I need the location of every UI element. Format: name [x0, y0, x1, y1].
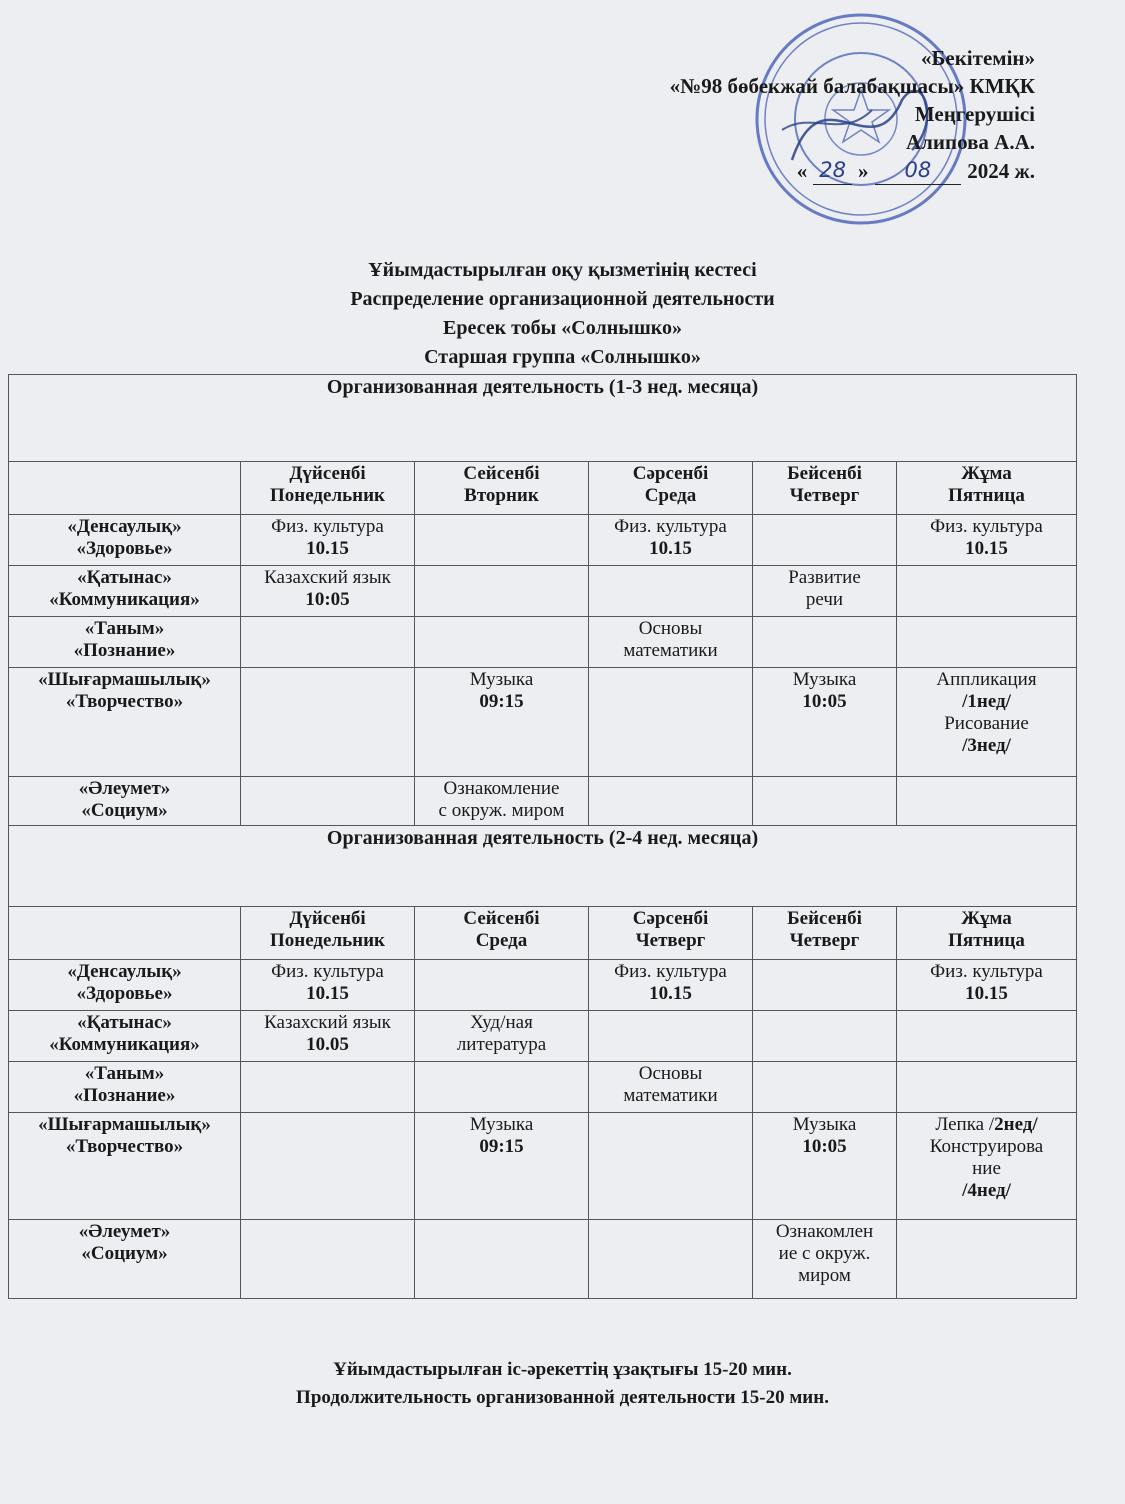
activity-cell [589, 1062, 753, 1113]
activity-name: Основы [638, 1063, 703, 1084]
activity-cell [415, 668, 589, 777]
activity-cell [753, 668, 897, 777]
activity-cell [753, 777, 897, 826]
approval-heading: «Бекітемін» [920, 46, 1035, 70]
activity-name: Физ. культура [614, 961, 727, 982]
day-name-ru: Понедельник [269, 930, 385, 951]
approval-date-day: 28 [813, 156, 852, 185]
activity-cell [241, 617, 415, 668]
activity-cell [753, 617, 897, 668]
activity-cell [589, 777, 753, 826]
day-header-cell [753, 462, 897, 515]
activity-week: 2нед/ [994, 1114, 1038, 1135]
area-cell [9, 1113, 241, 1220]
activity-name-cont: миром [798, 1265, 851, 1286]
day-name-ru: Пятница [948, 930, 1025, 951]
day-header-row [9, 462, 1077, 515]
activity-cell [415, 515, 589, 566]
area-name-kz: «Таным» [84, 1063, 165, 1084]
table-row [9, 1220, 1077, 1299]
activity-name: Худ/ная [470, 1012, 533, 1033]
activity-cell [241, 960, 415, 1011]
activity-name: Физ. культура [271, 961, 384, 982]
activity-name-cont: ие с окруж. [778, 1243, 871, 1264]
activity-cell [897, 960, 1077, 1011]
activity-cell [589, 515, 753, 566]
area-name-kz: «Қатынас» [77, 567, 172, 588]
table-row [9, 777, 1077, 826]
approval-position: Меңгерушісі [914, 102, 1035, 126]
area-cell [9, 1220, 241, 1299]
activity-name: Музыка [792, 1114, 857, 1135]
activity-cell [753, 960, 897, 1011]
section-title-row [9, 826, 1077, 907]
table-row [9, 566, 1077, 617]
activity-cell [753, 566, 897, 617]
day-header-cell [589, 462, 753, 515]
area-cell [9, 566, 241, 617]
table-row [9, 515, 1077, 566]
activity-cell [241, 1011, 415, 1062]
activity-time: 10:05 [802, 1136, 847, 1157]
activity-time: 10.15 [306, 983, 349, 1004]
activity-cell [589, 668, 753, 777]
activity-cell [753, 1113, 897, 1220]
approval-organization: «№98 бөбекжай балабақшасы» КМҚК [669, 74, 1035, 98]
document-titles [0, 256, 1125, 372]
day-name-kz: Бейсенбі [787, 463, 862, 484]
activity-cell [897, 566, 1077, 617]
day-name-ru: Четверг [635, 930, 706, 951]
activity-cell [897, 668, 1077, 777]
activity-time: 10:05 [305, 589, 350, 610]
activity-cell [589, 1220, 753, 1299]
activity-time: 09:15 [479, 1136, 524, 1157]
activity-week: /4нед/ [962, 1180, 1011, 1201]
area-cell [9, 515, 241, 566]
activity-name-cont: ние [972, 1158, 1001, 1179]
activity-cell [897, 777, 1077, 826]
day-header-cell [897, 462, 1077, 515]
area-cell [9, 777, 241, 826]
activity-time: 10.15 [306, 538, 349, 559]
day-name-kz: Жұма [961, 908, 1012, 929]
activity-time: 10.15 [649, 983, 692, 1004]
activity-cell [589, 1113, 753, 1220]
day-header-cell [241, 462, 415, 515]
day-name-kz: Сәрсенбі [632, 908, 709, 929]
activity-name: Казахский язык [264, 1012, 391, 1033]
activity-cell [241, 1113, 415, 1220]
day-name-ru: Среда [475, 930, 528, 951]
activity-time: 09:15 [479, 691, 524, 712]
activity-cell [589, 566, 753, 617]
activity-name-cont: с окруж. миром [438, 800, 565, 821]
area-cell [9, 1062, 241, 1113]
day-header-cell [241, 907, 415, 960]
footer-duration-kz: Ұйымдастырылған іс-әрекеттің ұзақтығы 15-20 мин. [333, 1359, 792, 1380]
approval-block [670, 44, 1035, 185]
activity-name-cont: литература [456, 1034, 547, 1055]
area-name-kz: «Денсаулық» [67, 516, 182, 537]
area-name-kz: «Шығармашылық» [38, 1114, 211, 1135]
activity-name: Аппликация [936, 669, 1037, 690]
area-name-kz: «Қатынас» [77, 1012, 172, 1033]
activity-time: 10:05 [802, 691, 847, 712]
footer-note [0, 1356, 1125, 1412]
activity-week: /3нед/ [962, 735, 1011, 756]
day-header-cell [589, 907, 753, 960]
activity-time: 10.15 [965, 538, 1008, 559]
group-ru: Старшая группа «Солнышко» [424, 346, 701, 368]
area-name-ru: «Здоровье» [76, 538, 173, 559]
activity-name: Лепка / [935, 1114, 995, 1135]
activity-cell [897, 1011, 1077, 1062]
day-name-ru: Понедельник [269, 485, 385, 506]
day-header-cell [415, 462, 589, 515]
table-row [9, 668, 1077, 777]
activity-cell [415, 1011, 589, 1062]
area-name-ru: «Здоровье» [76, 983, 173, 1004]
activity-cell [753, 1220, 897, 1299]
day-name-kz: Дүйсенбі [289, 908, 366, 929]
day-name-ru: Четверг [789, 930, 860, 951]
day-name-kz: Бейсенбі [787, 908, 862, 929]
activity-cell [897, 515, 1077, 566]
activity-time: 10.15 [965, 983, 1008, 1004]
area-cell [9, 617, 241, 668]
empty-corner-cell [9, 907, 241, 960]
activity-cell [241, 515, 415, 566]
activity-name: Физ. культура [614, 516, 727, 537]
table-row [9, 617, 1077, 668]
activity-cell [241, 668, 415, 777]
schedule-table [8, 374, 1077, 1299]
activity-cell [415, 617, 589, 668]
day-name-ru: Среда [644, 485, 697, 506]
table-row [9, 1011, 1077, 1062]
section-title: Организованная деятельность (2-4 нед. месяца) [9, 826, 1077, 907]
activity-cell [415, 566, 589, 617]
section-title-row [9, 375, 1077, 462]
area-name-ru: «Познание» [73, 1085, 176, 1106]
activity-name-cont: математики [623, 640, 718, 661]
title-ru: Распределение организационной деятельности [350, 288, 775, 310]
activity-name: Основы [638, 618, 703, 639]
activity-cell [897, 1062, 1077, 1113]
empty-corner-cell [9, 462, 241, 515]
area-cell [9, 668, 241, 777]
activity-name: Развитие [788, 567, 861, 588]
section-title: Организованная деятельность (1-3 нед. месяца) [9, 375, 1077, 462]
activity-time: 10.15 [649, 538, 692, 559]
approval-date-year: 2024 ж. [967, 159, 1035, 183]
activity-name: Музыка [469, 669, 534, 690]
activity-cell [589, 1011, 753, 1062]
activity-cell [753, 515, 897, 566]
area-name-ru: «Познание» [73, 640, 176, 661]
title-kz: Ұйымдастырылған оқу қызметінің кестесі [368, 259, 757, 281]
approval-name: Алипова А.А. [905, 130, 1035, 154]
area-name-ru: «Коммуникация» [49, 589, 200, 610]
day-name-ru: Пятница [948, 485, 1025, 506]
area-name-kz: «Денсаулық» [67, 961, 182, 982]
approval-date: « 28 » 08 2024 ж. [796, 158, 1035, 183]
activity-name: Ознакомлен [775, 1221, 874, 1242]
day-name-kz: Жұма [961, 463, 1012, 484]
activity-cell [415, 1062, 589, 1113]
activity-cell [241, 777, 415, 826]
area-cell [9, 960, 241, 1011]
area-name-ru: «Творчество» [65, 691, 184, 712]
activity-cell [589, 617, 753, 668]
activity-time: 10.05 [306, 1034, 349, 1055]
activity-cell [897, 1113, 1077, 1220]
area-name-kz: «Әлеумет» [78, 778, 171, 799]
activity-name: Физ. культура [930, 516, 1043, 537]
approval-date-month: 08 [875, 156, 962, 185]
activity-name-cont: математики [623, 1085, 718, 1106]
activity-cell [753, 1062, 897, 1113]
area-name-kz: «Шығармашылық» [38, 669, 211, 690]
day-name-kz: Сейсенбі [463, 463, 540, 484]
activity-name: Конструирова [929, 1136, 1044, 1157]
activity-name: Физ. культура [930, 961, 1043, 982]
area-name-kz: «Әлеумет» [78, 1221, 171, 1242]
activity-cell [589, 960, 753, 1011]
activity-cell [415, 1113, 589, 1220]
day-header-row [9, 907, 1077, 960]
day-name-kz: Сәрсенбі [632, 463, 709, 484]
activity-cell [415, 960, 589, 1011]
day-name-kz: Дүйсенбі [289, 463, 366, 484]
area-name-ru: «Творчество» [65, 1136, 184, 1157]
activity-name: Физ. культура [271, 516, 384, 537]
area-name-ru: «Коммуникация» [49, 1034, 200, 1055]
area-name-kz: «Таным» [84, 618, 165, 639]
day-name-ru: Четверг [789, 485, 860, 506]
activity-cell [415, 777, 589, 826]
activity-cell [415, 1220, 589, 1299]
activity-name: Музыка [792, 669, 857, 690]
activity-name: Казахский язык [264, 567, 391, 588]
activity-name-cont: речи [805, 589, 844, 610]
table-row [9, 1113, 1077, 1220]
activity-name: Рисование [944, 713, 1029, 734]
table-row [9, 1062, 1077, 1113]
group-kz: Ересек тобы «Солнышко» [443, 317, 682, 339]
day-header-cell [897, 907, 1077, 960]
activity-cell [241, 566, 415, 617]
activity-cell [897, 617, 1077, 668]
activity-cell [241, 1062, 415, 1113]
day-name-kz: Сейсенбі [463, 908, 540, 929]
area-name-ru: «Социум» [81, 1243, 168, 1264]
day-name-ru: Вторник [464, 485, 539, 506]
activity-week: /1нед/ [962, 691, 1011, 712]
day-header-cell [415, 907, 589, 960]
table-row [9, 960, 1077, 1011]
activity-cell [897, 1220, 1077, 1299]
footer-duration-ru: Продолжительность организованной деятельности 15-20 мин. [296, 1387, 829, 1408]
activity-cell [753, 1011, 897, 1062]
activity-cell [241, 1220, 415, 1299]
area-cell [9, 1011, 241, 1062]
day-header-cell [753, 907, 897, 960]
activity-name: Ознакомление [443, 778, 560, 799]
area-name-ru: «Социум» [81, 800, 168, 821]
activity-name: Музыка [469, 1114, 534, 1135]
activity-line [900, 1114, 1073, 1136]
